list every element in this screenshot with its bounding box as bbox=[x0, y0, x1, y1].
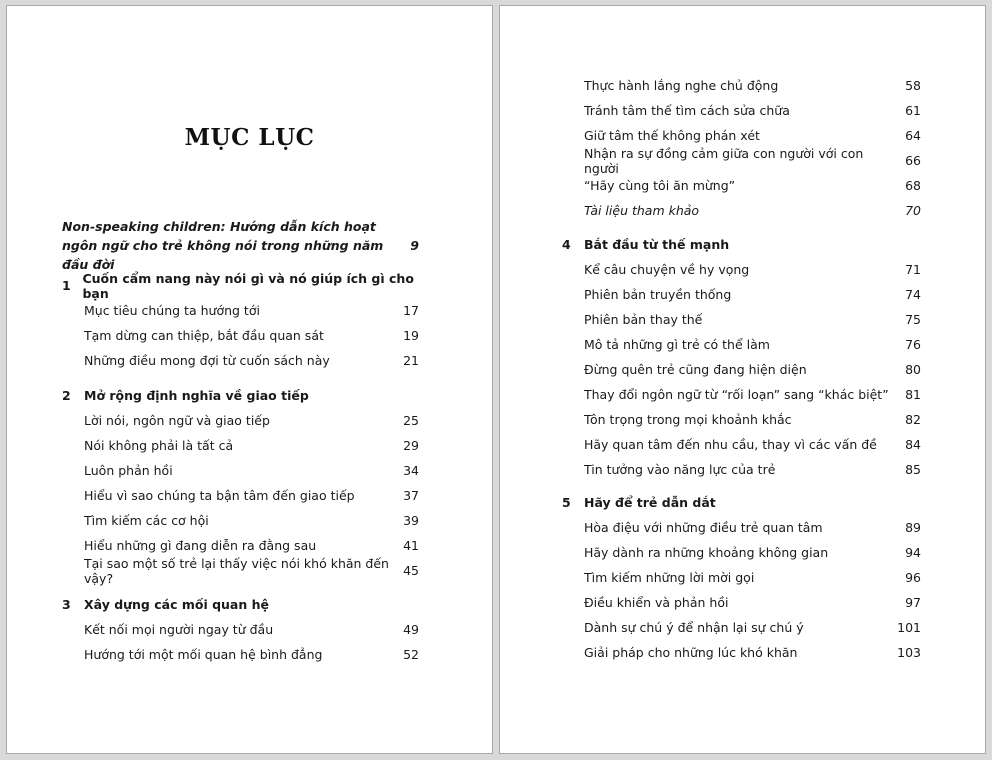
chapter-1 bbox=[62, 270, 419, 373]
entry-page: 64 bbox=[905, 128, 921, 143]
entry-text: Hướng tới một mối quan hệ bình đẳng bbox=[84, 647, 323, 662]
entry-text: Kể câu chuyện về hy vọng bbox=[584, 262, 750, 277]
chapter-heading bbox=[562, 490, 921, 515]
chapter-number: 4 bbox=[562, 237, 571, 252]
entry-page: 25 bbox=[403, 413, 419, 428]
entry-text: Tạm dừng can thiệp, bắt đầu quan sát bbox=[84, 328, 324, 343]
entry-text: Lời nói, ngôn ngữ và giao tiếp bbox=[84, 413, 270, 428]
entry-page: 89 bbox=[905, 520, 921, 535]
toc-entry bbox=[62, 508, 419, 533]
chapter-3 bbox=[62, 592, 419, 667]
entry-text: Phiên bản thay thế bbox=[584, 312, 703, 327]
entry-text: Hãy quan tâm đến nhu cầu, thay vì các vấn đề bbox=[584, 437, 877, 452]
entry-page: 71 bbox=[905, 262, 921, 277]
chapter-number: 1 bbox=[62, 278, 71, 293]
entry-text: Tin tưởng vào năng lực của trẻ bbox=[584, 462, 776, 477]
entry-page: 85 bbox=[905, 462, 921, 477]
toc-entry bbox=[562, 98, 921, 123]
entry-text: Tìm kiếm những lời mời gọi bbox=[584, 570, 755, 585]
entry-text: Tránh tâm thế tìm cách sửa chữa bbox=[584, 103, 790, 118]
chapter-title: Xây dựng các mối quan hệ bbox=[84, 597, 269, 612]
intro-line-2: ngôn ngữ cho trẻ không nói trong những năm đầu đời bbox=[62, 238, 384, 272]
chapter-3-continued bbox=[562, 73, 921, 223]
toc-entry bbox=[562, 565, 921, 590]
entry-text: Hiểu những gì đang diễn ra đằng sau bbox=[84, 538, 317, 553]
toc-entry bbox=[562, 282, 921, 307]
toc-entry bbox=[562, 382, 921, 407]
entry-page: 81 bbox=[905, 387, 921, 402]
entry-text: Giải pháp cho những lúc khó khăn bbox=[584, 645, 798, 660]
toc-entry bbox=[62, 298, 419, 323]
entry-text: Thay đổi ngôn ngữ từ “rối loạn” sang “khác biệt” bbox=[584, 387, 889, 402]
entry-page: 101 bbox=[897, 620, 921, 635]
entry-text: Giữ tâm thế không phán xét bbox=[584, 128, 760, 143]
chapter-5 bbox=[562, 490, 921, 665]
toc-entry bbox=[562, 590, 921, 615]
entry-text: Những điều mong đợi từ cuốn sách này bbox=[84, 353, 330, 368]
entry-page: 97 bbox=[905, 595, 921, 610]
entry-text: “Hãy cùng tôi ăn mừng” bbox=[584, 178, 736, 193]
toc-entry bbox=[562, 257, 921, 282]
toc-entry bbox=[562, 332, 921, 357]
toc-entry bbox=[62, 617, 419, 642]
entry-page: 66 bbox=[905, 153, 921, 168]
entry-page: 37 bbox=[403, 488, 419, 503]
entry-page: 70 bbox=[905, 203, 921, 218]
entry-page: 84 bbox=[905, 437, 921, 452]
entry-page: 103 bbox=[897, 645, 921, 660]
toc-entry bbox=[562, 540, 921, 565]
toc-entry bbox=[62, 555, 419, 586]
chapter-4 bbox=[562, 232, 921, 482]
entry-page: 39 bbox=[403, 513, 419, 528]
chapter-title: Cuốn cẩm nang này nói gì và nó giúp ích gì cho bạn bbox=[82, 270, 414, 301]
chapter-title: Hãy để trẻ dẫn dắt bbox=[584, 495, 716, 510]
entry-page: 19 bbox=[403, 328, 419, 343]
entry-page: 58 bbox=[905, 78, 921, 93]
entry-text: Hòa điệu với những điều trẻ quan tâm bbox=[584, 520, 823, 535]
entry-page: 80 bbox=[905, 362, 921, 377]
entry-text: Hiểu vì sao chúng ta bận tâm đến giao tiếp bbox=[84, 488, 355, 503]
entry-page: 74 bbox=[905, 287, 921, 302]
entry-text: Mục tiêu chúng ta hướng tới bbox=[84, 303, 260, 318]
chapter-number: 5 bbox=[562, 495, 571, 510]
toc-entry bbox=[562, 357, 921, 382]
entry-page: 82 bbox=[905, 412, 921, 427]
toc-entry bbox=[562, 515, 921, 540]
entry-page: 61 bbox=[905, 103, 921, 118]
entry-page: 17 bbox=[403, 303, 419, 318]
toc-entry bbox=[62, 533, 419, 558]
toc-entry bbox=[562, 307, 921, 332]
entry-page: 52 bbox=[403, 647, 419, 662]
toc-entry bbox=[62, 408, 419, 433]
entry-text: Tôn trọng trong mọi khoảnh khắc bbox=[584, 412, 792, 427]
chapter-heading bbox=[62, 270, 419, 301]
entry-page: 34 bbox=[403, 463, 419, 478]
entry-page: 68 bbox=[905, 178, 921, 193]
entry-page: 41 bbox=[403, 538, 419, 553]
toc-entry bbox=[62, 642, 419, 667]
toc-entry bbox=[562, 73, 921, 98]
entry-text: Tại sao một số trẻ lại thấy việc nói khó khăn đến vậy? bbox=[84, 555, 389, 586]
intro-page-number: 9 bbox=[410, 238, 419, 253]
entry-text: Thực hành lắng nghe chủ động bbox=[584, 78, 779, 93]
intro-entry bbox=[62, 217, 422, 274]
entry-text: Dành sự chú ý để nhận lại sự chú ý bbox=[584, 620, 804, 635]
toc-entry bbox=[62, 348, 419, 373]
chapter-heading bbox=[62, 592, 419, 617]
toc-entry bbox=[62, 433, 419, 458]
toc-entry bbox=[562, 457, 921, 482]
entry-page: 94 bbox=[905, 545, 921, 560]
entry-text: Tìm kiếm các cơ hội bbox=[84, 513, 209, 528]
entry-text: Kết nối mọi người ngay từ đầu bbox=[84, 622, 274, 637]
chapter-heading bbox=[562, 232, 921, 257]
toc-entry bbox=[562, 173, 921, 198]
entry-text: Luôn phản hồi bbox=[84, 463, 173, 478]
toc-entry bbox=[62, 323, 419, 348]
toc-entry bbox=[562, 432, 921, 457]
chapter-heading bbox=[62, 383, 419, 408]
toc-entry bbox=[62, 458, 419, 483]
toc-title: MỤC LỤC bbox=[184, 124, 315, 151]
entry-page: 75 bbox=[905, 312, 921, 327]
toc-entry bbox=[562, 145, 921, 176]
toc-entry bbox=[562, 615, 921, 640]
toc-entry-references bbox=[562, 198, 921, 223]
entry-page: 21 bbox=[403, 353, 419, 368]
entry-text: Phiên bản truyền thống bbox=[584, 287, 732, 302]
intro-line-1: Non-speaking children: Hướng dẫn kích hoạt bbox=[62, 219, 376, 234]
entry-page: 29 bbox=[403, 438, 419, 453]
entry-page: 45 bbox=[403, 563, 419, 578]
entry-text: Tài liệu tham khảo bbox=[584, 203, 700, 218]
entry-page: 96 bbox=[905, 570, 921, 585]
chapter-title: Bắt đầu từ thế mạnh bbox=[584, 237, 730, 252]
chapter-2 bbox=[62, 383, 419, 586]
toc-entry bbox=[562, 640, 921, 665]
entry-text: Nhận ra sự đồng cảm giữa con người với con người bbox=[584, 145, 864, 176]
toc-entry bbox=[62, 483, 419, 508]
entry-page: 76 bbox=[905, 337, 921, 352]
entry-page: 49 bbox=[403, 622, 419, 637]
chapter-number: 2 bbox=[62, 388, 71, 403]
toc-entry bbox=[562, 407, 921, 432]
entry-text: Mô tả những gì trẻ có thể làm bbox=[584, 337, 770, 352]
entry-text: Điều khiển và phản hồi bbox=[584, 595, 729, 610]
toc-entry bbox=[562, 123, 921, 148]
chapter-number: 3 bbox=[62, 597, 71, 612]
entry-text: Hãy dành ra những khoảng không gian bbox=[584, 545, 829, 560]
entry-text: Nói không phải là tất cả bbox=[84, 438, 234, 453]
entry-text: Đừng quên trẻ cũng đang hiện diện bbox=[584, 362, 807, 377]
chapter-title: Mở rộng định nghĩa về giao tiếp bbox=[84, 388, 309, 403]
